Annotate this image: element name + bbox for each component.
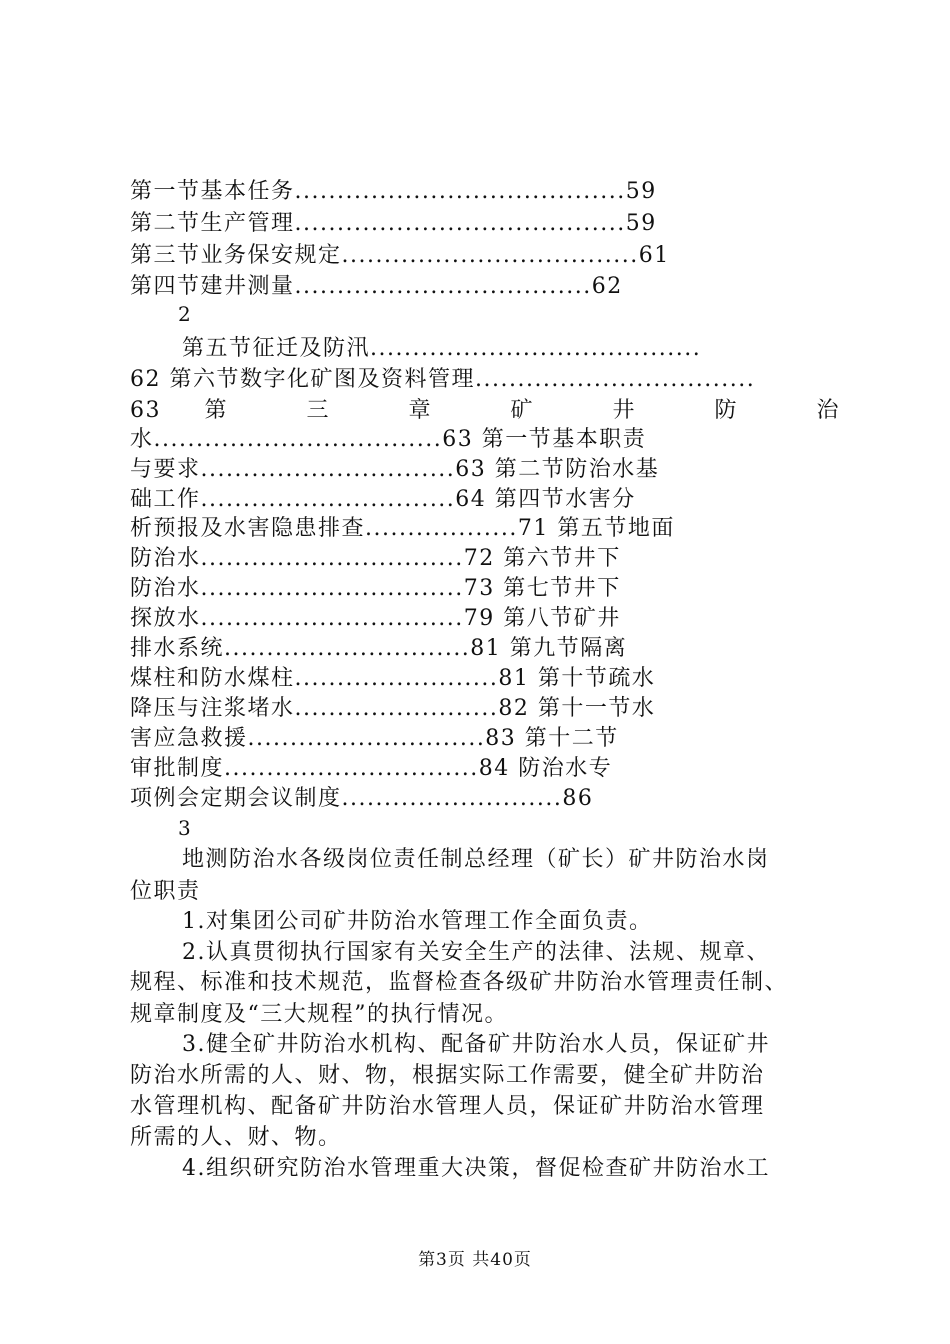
page-marker: 3 xyxy=(178,816,191,840)
section-heading: 地测防治水各级岗位责任制总经理（矿长）矿井防治水岗 xyxy=(182,847,770,872)
toc-line: 防治水...............................73 第七节井下 xyxy=(130,576,621,601)
paragraph-line: 规程、标准和技术规范，监督检查各级矿井防治水管理责任制、 xyxy=(130,970,789,995)
toc-line: 探放水...............................79 第八节矿井 xyxy=(130,606,621,631)
toc-line: 水..................................63 第一节基本职责 xyxy=(130,427,647,452)
toc-line: 煤柱和防水煤柱........................81 第十节疏水 xyxy=(130,666,656,691)
paragraph-line: 2.认真贯彻执行国家有关安全生产的法律、法规、规章、 xyxy=(182,940,770,965)
toc-line: 降压与注浆堵水........................82 第十一节水 xyxy=(130,696,656,721)
toc-line: 第四节建井测量...................................62 xyxy=(130,274,623,299)
toc-line: 第三节业务保安规定...................................61 xyxy=(130,243,670,268)
paragraph-line: 所需的人、财、物。 xyxy=(130,1125,342,1150)
toc-line: 审批制度..............................84 防治水专 xyxy=(130,756,613,781)
paragraph-line: 1.对集团公司矿井防治水管理工作全面负责。 xyxy=(182,909,653,934)
toc-line: 与要求..............................63 第二节防治水基 xyxy=(130,457,660,482)
toc-line: 础工作..............................64 第四节水害分 xyxy=(130,487,636,512)
toc-line: 第五节征迁及防汛....................................... xyxy=(182,336,702,361)
toc-line: 项例会定期会议制度..........................86 xyxy=(130,786,594,811)
paragraph-line: 水管理机构、配备矿井防治水管理人员，保证矿井防治水管理 xyxy=(130,1094,765,1119)
section-heading: 位职责 xyxy=(130,879,201,904)
toc-line: 62 第六节数字化矿图及资料管理................................. xyxy=(130,367,756,392)
toc-line: 害应急救援............................83 第十二节 xyxy=(130,726,619,751)
toc-chapter-line: 63 第 三 章 矿 井 防 治 xyxy=(130,398,840,423)
paragraph-line: 防治水所需的人、财、物，根据实际工作需要，健全矿井防治 xyxy=(130,1063,765,1088)
page-footer: 第3页 共40页 xyxy=(418,1250,532,1270)
paragraph-line: 规章制度及“三大规程”的执行情况。 xyxy=(130,1002,508,1027)
toc-line: 防治水...............................72 第六节井下 xyxy=(130,546,621,571)
toc-line: 析预报及水害隐患排查..................71 第五节地面 xyxy=(130,516,675,541)
toc-line: 排水系统.............................81 第九节隔离 xyxy=(130,636,628,661)
toc-line: 第一节基本任务.......................................59 xyxy=(130,179,657,204)
page-marker: 2 xyxy=(178,302,191,326)
paragraph-line: 4.组织研究防治水管理重大决策，督促检查矿井防治水工 xyxy=(182,1156,770,1181)
paragraph-line: 3.健全矿井防治水机构、配备矿井防治水人员，保证矿井 xyxy=(182,1032,770,1057)
toc-line: 第二节生产管理.......................................59 xyxy=(130,211,657,236)
